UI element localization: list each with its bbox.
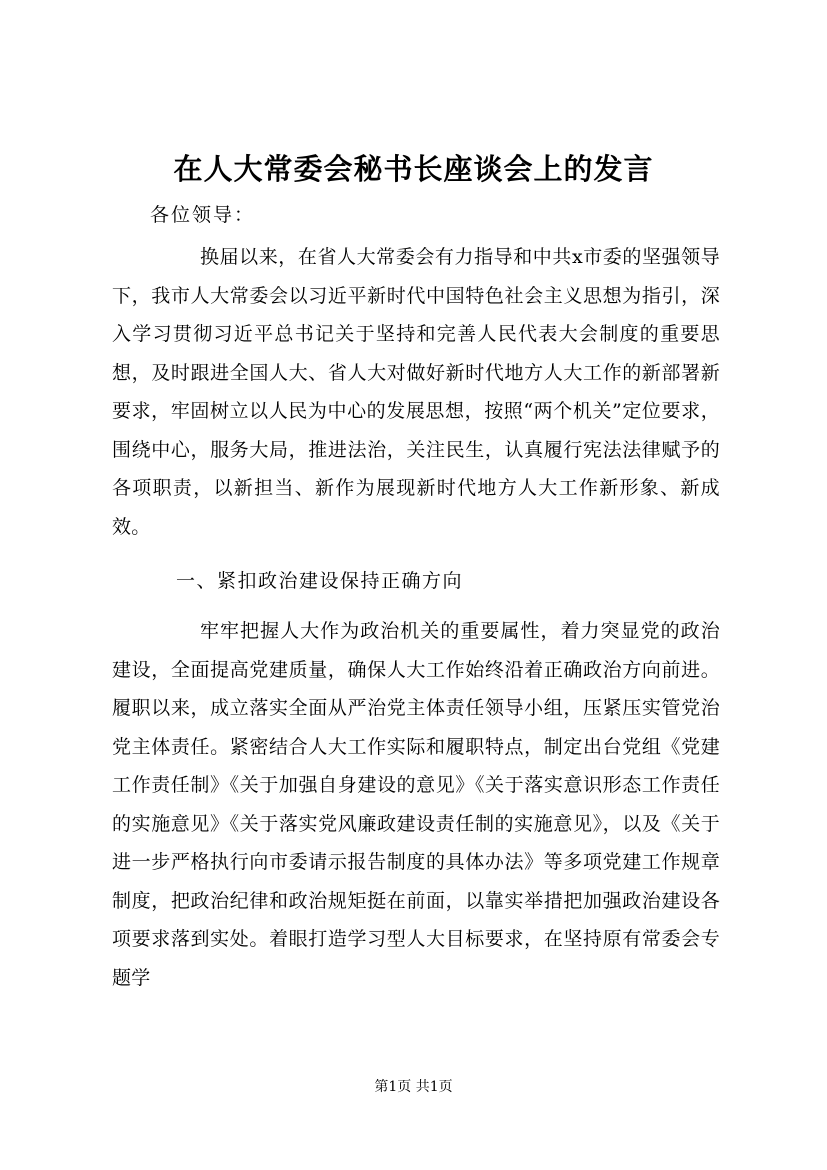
paragraph-intro: 换届以来，在省人大常委会有力指导和中共x市委的坚强领导下，我市人大常委会以习近平新时代中国特色社会主义思想为指引，深入学习贯彻习近平总书记关于坚持和完善人民代表大会制度的重要思想，及时跟进全国人大、省人大对做好新时代地方人大工作的新部署新要求，牢固树立以人民为中心的发展思想，按照“两个机关”定位要求，围绕中心，服务大局，推进法治，关注民生，认真履行宪法法律赋予的各项职责，以新担当、新作为展现新时代地方人大工作新形象、新成效。 <box>112 246 720 538</box>
section-heading: 一、紧扣政治建设保持正确方向 <box>176 570 464 592</box>
salutation: 各位领导： <box>150 204 256 226</box>
page-footer: 第1页 共1页 <box>374 1079 453 1095</box>
document-title: 在人大常委会秘书长座谈会上的发言 <box>173 152 654 186</box>
paragraph-section-1: 牢牢把握人大作为政治机关的重要属性，着力突显党的政治建设，全面提高党建质量，确保人大工作始终沿着正确政治方向前进。履职以来，成立落实全面从严治党主体责任领导小组，压紧压实管党治党主体责任。紧密结合人大工作实际和履职特点，制定出台党组《党建工作责任制》《关于加强自身建设的意见》《关于落实意识形态工作责任的实施意见》《关于落实党风廉政建设责任制的实施意见》，以及《关于进一步严格执行向市委请示报告制度的具体办法》等多项党建工作规章制度，把政治纪律和政治规矩挺在前面，以靠实举措把加强政治建设各项要求落到实处。着眼打造学习型人大目标要求，在坚持原有常委会专题学 <box>112 620 720 989</box>
